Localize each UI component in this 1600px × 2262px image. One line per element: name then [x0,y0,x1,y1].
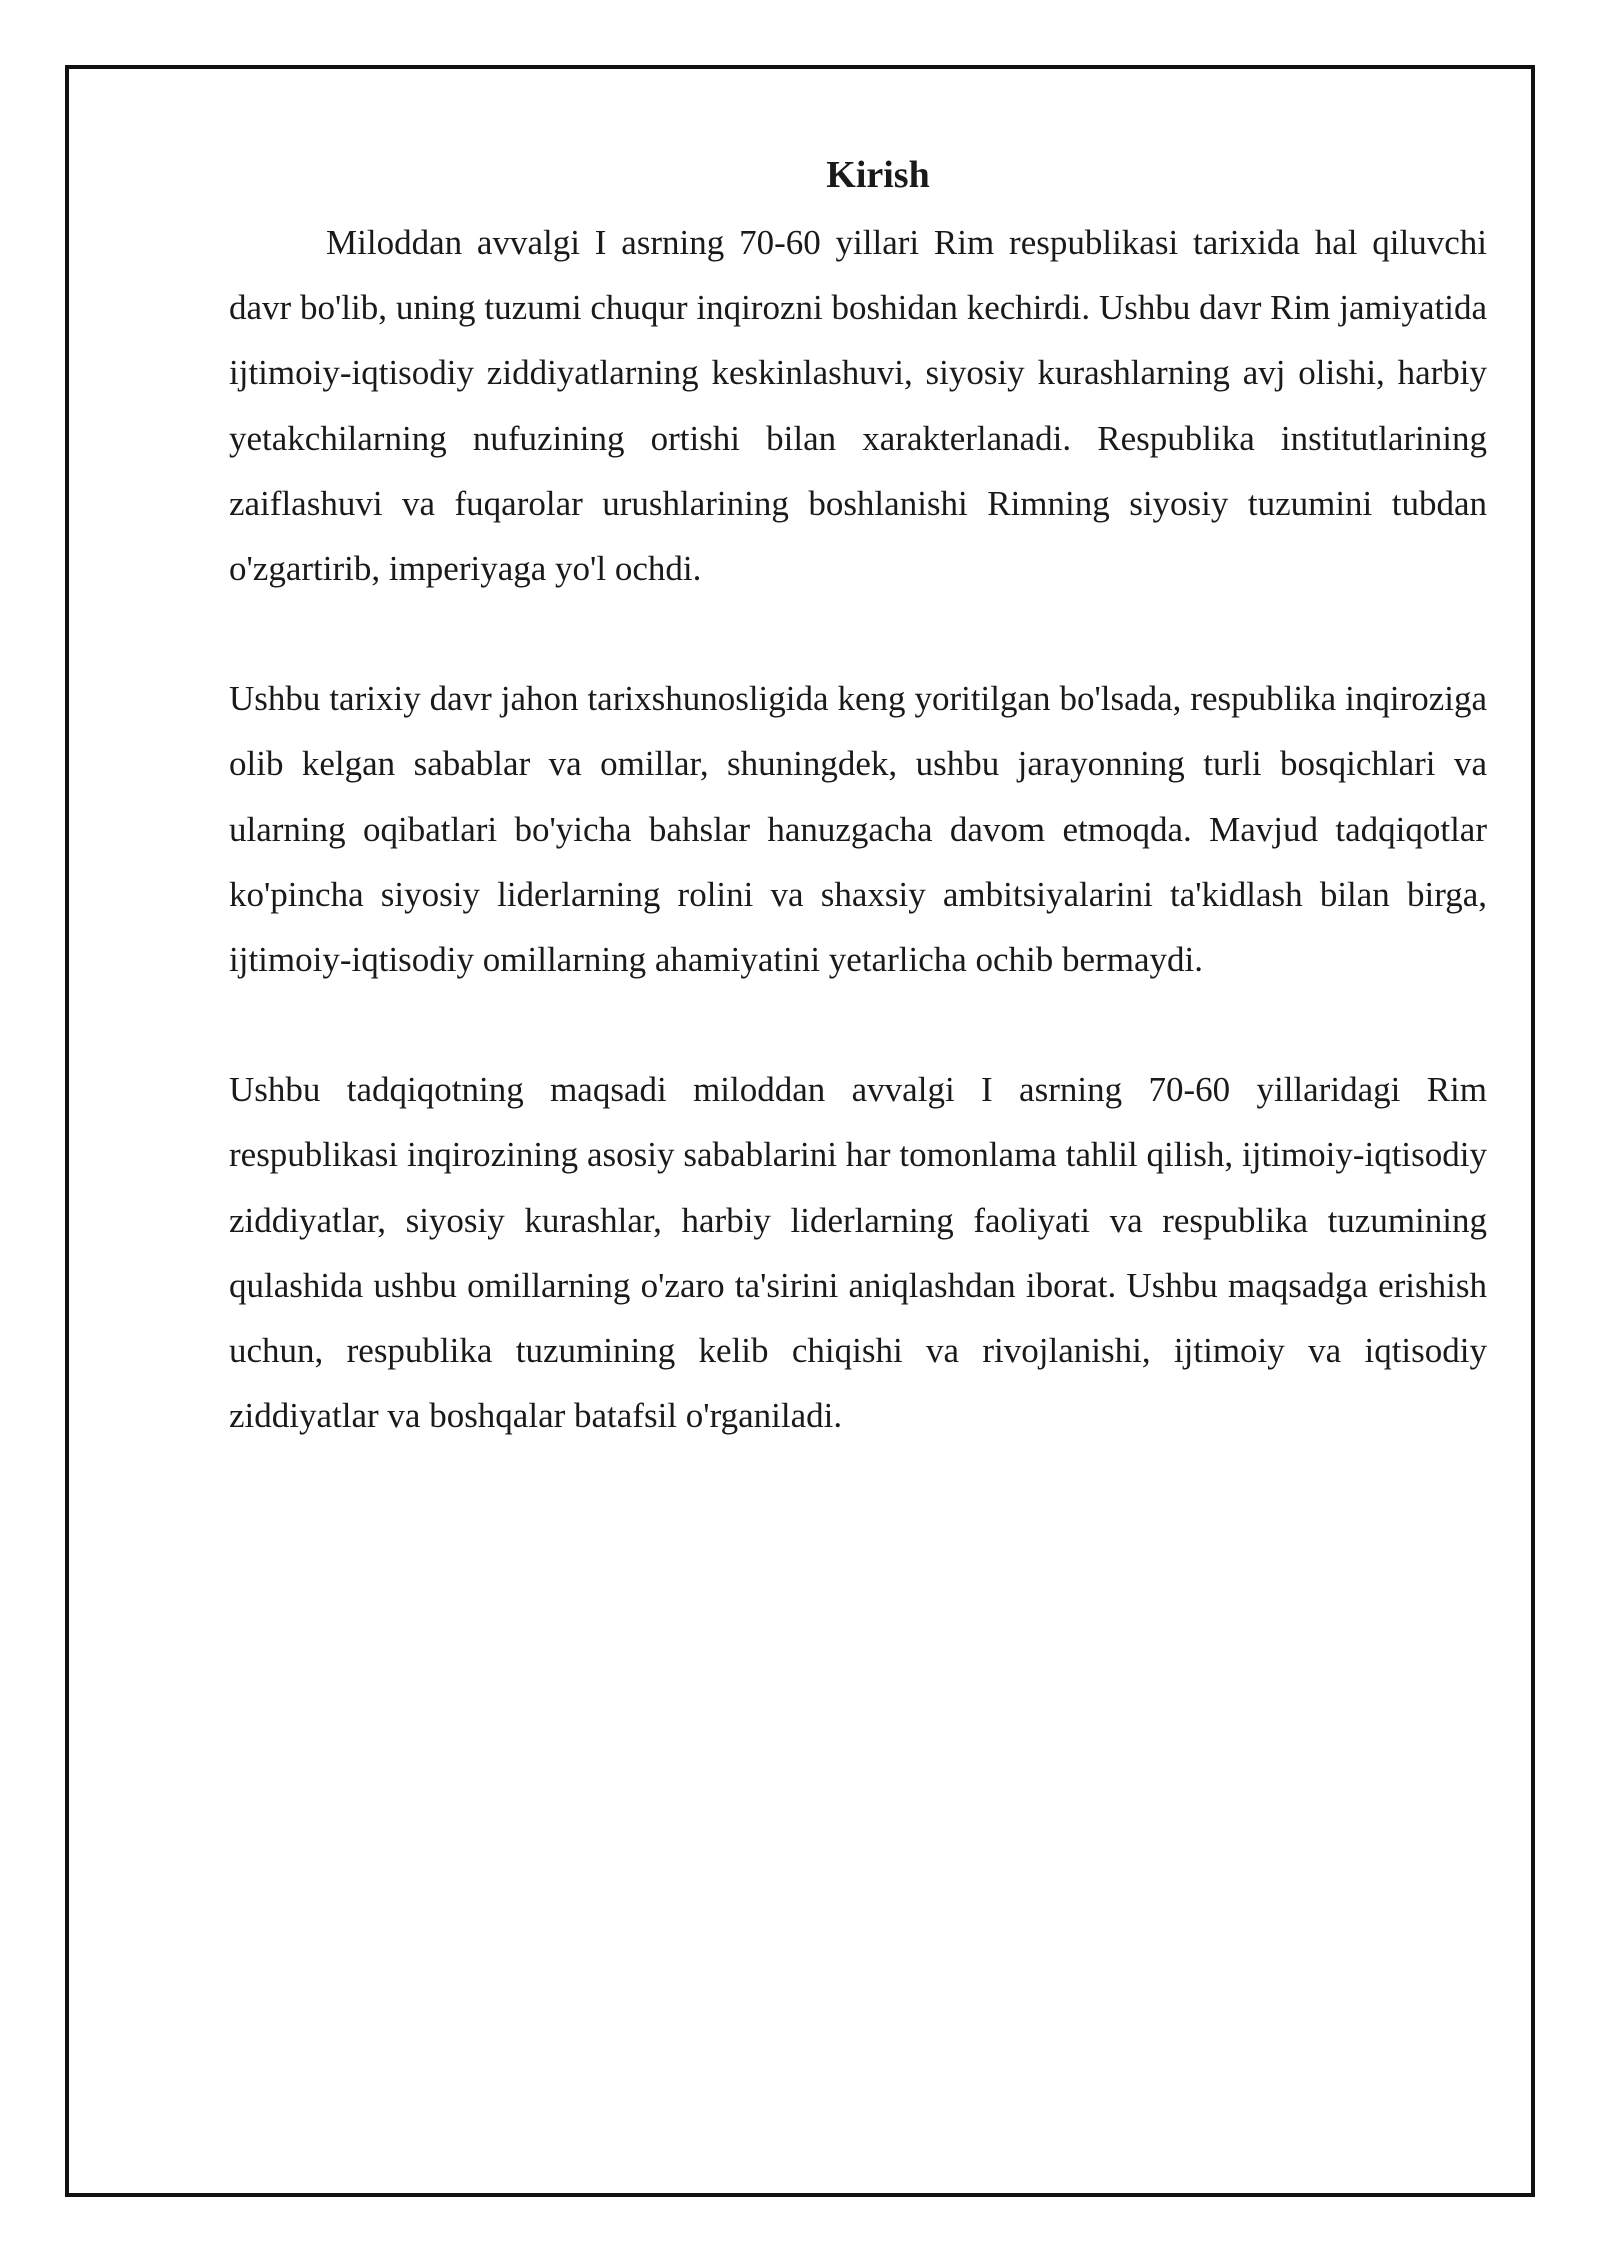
document-title: Kirish [826,154,930,196]
paragraph-historiography: Ushbu tarixiy davr jahon tarixshunosligida keng yoritilgan bo'lsada, respublika inqiroziga olib kelgan sabablar va omillar, shuningdek, ushbu jarayonning turli bosqichlari va ularning oqibatlari bo'yicha bahslar hanuzgacha davom etmoqda. Mavjud tadqiqotlar ko'pincha siyosiy liderlarning rolini va shaxsiy ambitsiyalarini ta'kidlash bilan birga, ijtimoiy-iqtisodiy omillarning ahamiyatini yetarlicha ochib bermaydi. [229,679,1487,980]
document-body [229,148,1487,1448]
paragraph-intro: Miloddan avvalgi I asrning 70-60 yillari Rim respublikasi tarixida hal qiluvchi davr bo'lib, uning tuzumi chuqur inqirozni boshidan kechirdi. Ushbu davr Rim jamiyatida ijtimoiy-iqtisodiy ziddiyatlarning keskinlashuvi, siyosiy kurashlarning avj olishi, harbiy yetakchilarning nufuzining ortishi bilan xarakterlanadi. Respublika institutlarining zaiflashuvi va fuqarolar urushlarining boshlanishi Rimning siyosiy tuzumini tubdan o'zgartirib, imperiyaga yo'l ochdi. [229,223,1487,589]
paragraph-research-goal: Ushbu tadqiqotning maqsadi miloddan avvalgi I asrning 70-60 yillaridagi Rim respublikasi inqirozining asosiy sabablarini har tomonlama tahlil qilish, ijtimoiy-iqtisodiy ziddiyatlar, siyosiy kurashlar, harbiy liderlarning faoliyati va respublika tuzumining qulashida ushbu omillarning o'zaro ta'sirini aniqlashdan iborat. Ushbu maqsadga erishish uchun, respublika tuzumining kelib chiqishi va rivojlanishi, ijtimoiy va iqtisodiy ziddiyatlar va boshqalar batafsil o'rganiladi. [229,1070,1487,1436]
